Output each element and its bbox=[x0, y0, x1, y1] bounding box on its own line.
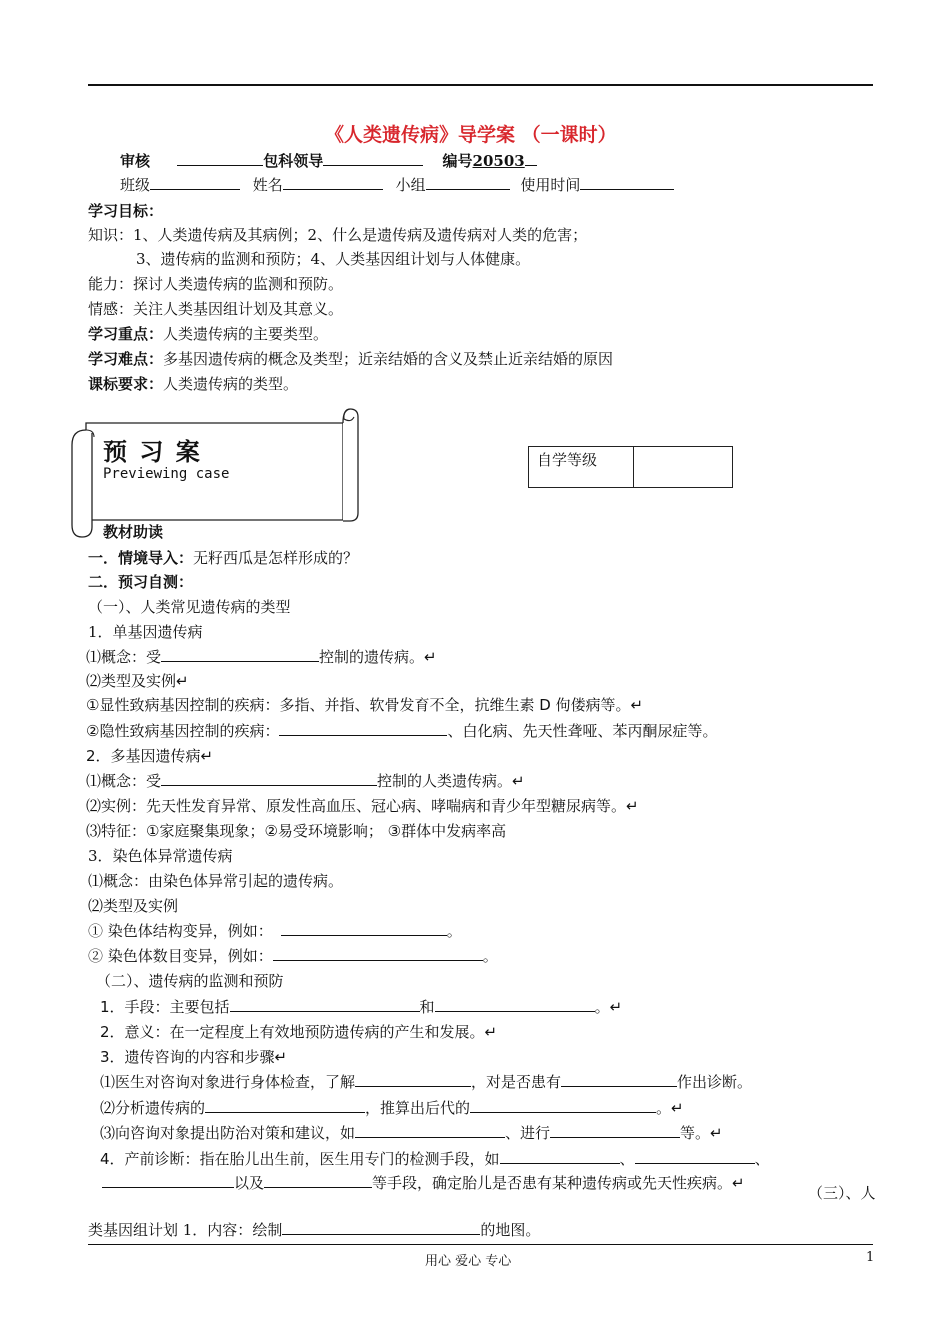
part-2-heading: （二）、遗传病的监测和预防 bbox=[96, 972, 284, 990]
step1-prefix: ⑴医生对咨询对象进行身体检查，了解 bbox=[100, 1073, 356, 1091]
recessive-suffix: 、白化病、先天性聋哑、苯丙酮尿症等。 bbox=[447, 722, 718, 740]
knowledge-line-2: 3、遗传病的监测和预防；4、人类基因组计划与人体健康。 bbox=[136, 250, 531, 268]
knowledge-line-1: 知识：1、人类遗传病及其病例；2、什么是遗传病及遗传病对人类的危害； bbox=[88, 226, 588, 244]
prenatal-prefix: 4．产前诊断：指在胎儿出生前，医生用专门的检测手段，如 bbox=[100, 1150, 500, 1168]
recessive-prefix: ②隐性致病基因控制的疾病： bbox=[86, 722, 280, 740]
objectives-heading: 学习目标： bbox=[88, 202, 164, 220]
number-value: 20503 bbox=[472, 152, 525, 170]
counseling-step-1 bbox=[100, 1071, 752, 1092]
difficulty-text: 多基因遗传病的概念及类型；近亲结婚的含义及禁止近亲结婚的原因 bbox=[163, 350, 614, 368]
standard-label: 课标要求： bbox=[88, 375, 164, 393]
leader-label: 包科领导 bbox=[263, 152, 324, 170]
prenatal-line-1 bbox=[100, 1148, 770, 1169]
ch-number-blank[interactable] bbox=[273, 946, 483, 961]
prenatal-sep-1: 、 bbox=[619, 1150, 635, 1168]
step2-prefix: ⑵分析遗传病的 bbox=[100, 1099, 206, 1117]
means-prefix: 1．手段：主要包括 bbox=[100, 998, 230, 1016]
ability-line: 能力：探讨人类遗传病的监测和预防。 bbox=[88, 275, 344, 293]
page-number: 1 bbox=[866, 1250, 875, 1265]
name-blank[interactable] bbox=[283, 175, 383, 190]
review-row bbox=[120, 150, 537, 171]
single-gene-heading: 1．单基因遗传病 bbox=[88, 623, 203, 641]
student-row bbox=[120, 175, 674, 195]
genome-suffix: 的地图。 bbox=[480, 1221, 541, 1239]
situation-line bbox=[88, 548, 358, 568]
multi-gene-features: ⑶特征：①家庭聚集现象；②易受环境影响； ③群体中发病率高 bbox=[86, 822, 507, 840]
chromosome-number bbox=[88, 946, 498, 966]
step2-mid: ，推算出后代的 bbox=[365, 1099, 471, 1117]
difficulty-label: 学习难点： bbox=[88, 350, 164, 368]
step1-suffix: 作出诊断。 bbox=[677, 1073, 753, 1091]
single-gene-type: ⑵类型及实例↵ bbox=[86, 672, 189, 690]
ch-number-label: ② 染色体数目变异，例如： bbox=[88, 947, 273, 965]
footer-rule bbox=[88, 1244, 873, 1245]
prenatal-and: 以及 bbox=[234, 1174, 265, 1192]
step1-blank-2[interactable] bbox=[561, 1071, 677, 1087]
standard-line bbox=[88, 374, 298, 394]
genome-blank[interactable] bbox=[282, 1220, 480, 1235]
means-and: 和 bbox=[419, 998, 435, 1016]
genome-plan-line bbox=[88, 1220, 540, 1240]
prenatal-blank-2[interactable] bbox=[635, 1148, 755, 1164]
means-blank-1[interactable] bbox=[230, 996, 420, 1012]
review-blank[interactable] bbox=[177, 150, 263, 166]
monitor-means bbox=[100, 996, 622, 1017]
situation-text: 无籽西瓜是怎样形成的？ bbox=[193, 549, 359, 567]
counseling-step-2 bbox=[100, 1097, 684, 1118]
step3-suffix: 等。↵ bbox=[680, 1124, 723, 1142]
prenatal-sep-2: 、 bbox=[754, 1150, 770, 1168]
counseling-heading: 3．遗传咨询的内容和步骤↵ bbox=[100, 1048, 288, 1066]
sg-concept-blank[interactable] bbox=[161, 646, 319, 662]
part-3-heading-start: （三）、人 bbox=[808, 1184, 876, 1202]
group-blank[interactable] bbox=[426, 175, 510, 190]
leader-blank[interactable] bbox=[323, 150, 423, 166]
name-label: 姓名 bbox=[252, 176, 283, 194]
prenatal-line-2 bbox=[102, 1172, 745, 1193]
means-suffix: 。↵ bbox=[594, 998, 623, 1016]
class-label: 班级 bbox=[120, 176, 151, 194]
number-label: 编号 bbox=[442, 152, 473, 170]
multi-gene-concept bbox=[86, 770, 525, 791]
mg-concept-blank[interactable] bbox=[161, 770, 377, 786]
sg-concept-prefix: ⑴概念：受 bbox=[86, 648, 162, 666]
mg-concept-prefix: ⑴概念：受 bbox=[86, 772, 162, 790]
single-gene-concept bbox=[86, 646, 437, 667]
focus-line bbox=[88, 324, 328, 344]
step2-blank-2[interactable] bbox=[470, 1097, 656, 1113]
difficulty-line bbox=[88, 349, 613, 369]
chromosome-type: ⑵类型及实例 bbox=[88, 897, 179, 915]
ch-struct-blank[interactable] bbox=[281, 921, 447, 936]
focus-text: 人类遗传病的主要类型。 bbox=[163, 325, 329, 343]
prenatal-suffix: 等手段，确定胎儿是否患有某种遗传病或先天性疾病。↵ bbox=[372, 1174, 745, 1192]
multi-gene-examples: ⑵实例：先天性发育异常、原发性高血压、冠心病、哮喘病和青少年型糖尿病等。↵ bbox=[86, 797, 639, 815]
section-title: 教材助读 bbox=[103, 523, 164, 541]
step3-blank-1[interactable] bbox=[355, 1122, 505, 1138]
step3-mid: 、进行 bbox=[505, 1124, 551, 1142]
emotion-line: 情感：关注人类基因组计划及其意义。 bbox=[88, 300, 344, 318]
means-blank-2[interactable] bbox=[435, 996, 595, 1012]
recessive-line bbox=[86, 720, 717, 741]
standard-text: 人类遗传病的类型。 bbox=[163, 375, 299, 393]
situation-label: 一．情境导入： bbox=[88, 549, 194, 567]
sg-concept-suffix: 控制的遗传病。↵ bbox=[319, 648, 437, 666]
banner-title: 预 习 案 bbox=[103, 437, 202, 466]
group-label: 小组 bbox=[395, 176, 426, 194]
multi-gene-heading: 2．多基因遗传病↵ bbox=[86, 747, 214, 765]
banner-subtitle: Previewing case bbox=[103, 466, 230, 482]
ch-struct-label: ① 染色体结构变异，例如： bbox=[88, 922, 273, 940]
class-blank[interactable] bbox=[150, 175, 240, 190]
focus-label: 学习重点： bbox=[88, 325, 164, 343]
time-blank[interactable] bbox=[580, 175, 674, 190]
self-study-grade-table bbox=[528, 446, 733, 488]
grade-value[interactable] bbox=[634, 447, 733, 488]
number-tail bbox=[525, 150, 537, 166]
step1-mid: ，对是否患有 bbox=[471, 1073, 562, 1091]
prenatal-blank-1[interactable] bbox=[500, 1148, 620, 1164]
self-test-heading: 二．预习自测： bbox=[88, 573, 194, 591]
monitor-significance: 2．意义：在一定程度上有效地预防遗传病的产生和发展。↵ bbox=[100, 1023, 498, 1041]
footer-motto: 用心 爱心 专心 bbox=[425, 1254, 512, 1269]
step3-prefix: ⑶向咨询对象提出防治对策和建议，如 bbox=[100, 1124, 356, 1142]
part-1-heading: （一）、人类常见遗传病的类型 bbox=[88, 598, 291, 616]
dominant-line: ①显性致病基因控制的疾病：多指、并指、软骨发育不全，抗维生素 D 佝偻病等。↵ bbox=[86, 696, 644, 714]
step2-blank-1[interactable] bbox=[205, 1097, 365, 1113]
review-label: 审核 bbox=[120, 152, 151, 170]
grade-label: 自学等级 bbox=[529, 447, 634, 488]
step3-blank-2[interactable] bbox=[550, 1122, 680, 1138]
time-label: 使用时间 bbox=[520, 176, 581, 194]
ch-number-period: 。 bbox=[482, 947, 498, 965]
counseling-step-3 bbox=[100, 1122, 723, 1143]
chromosome-structure bbox=[88, 921, 462, 941]
chromosome-concept: ⑴概念：由染色体异常引起的遗传病。 bbox=[88, 872, 344, 890]
step1-blank-1[interactable] bbox=[355, 1071, 471, 1087]
genome-prefix: 类基因组计划 1．内容：绘制 bbox=[88, 1221, 283, 1239]
ch-struct-period: 。 bbox=[446, 922, 462, 940]
step2-suffix: 。↵ bbox=[656, 1099, 684, 1117]
page-title: 《人类遗传病》导学案 （一课时） bbox=[325, 124, 617, 146]
chromosome-heading: 3．染色体异常遗传病 bbox=[88, 847, 233, 865]
top-rule bbox=[88, 84, 873, 86]
prenatal-blank-3[interactable] bbox=[102, 1172, 234, 1188]
mg-concept-suffix: 控制的人类遗传病。↵ bbox=[377, 772, 525, 790]
recessive-blank[interactable] bbox=[279, 720, 447, 736]
prenatal-blank-4[interactable] bbox=[264, 1172, 372, 1188]
